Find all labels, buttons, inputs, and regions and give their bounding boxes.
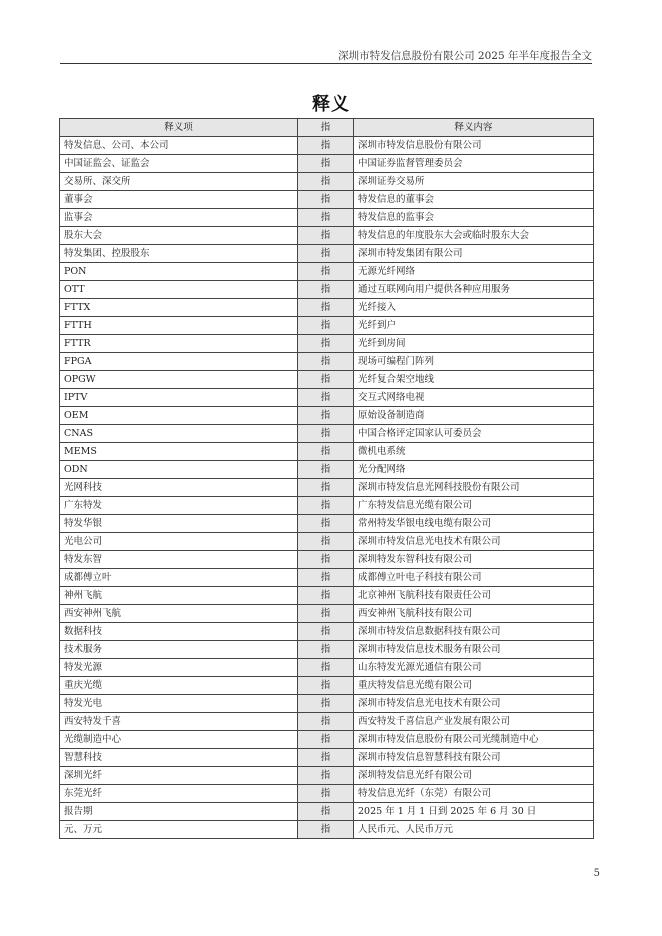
definition-cell: 特发信息的监事会 bbox=[354, 209, 594, 227]
definition-cell: 深圳市特发信息技术服务有限公司 bbox=[354, 641, 594, 659]
table-row bbox=[60, 443, 594, 461]
ref-cell: 指 bbox=[298, 551, 354, 569]
definition-cell: 中国合格评定国家认可委员会 bbox=[354, 425, 594, 443]
definitions-table bbox=[59, 118, 594, 839]
definition-cell: 西安神州飞航科技有限公司 bbox=[354, 605, 594, 623]
term-cell: 重庆光缆 bbox=[60, 677, 298, 695]
ref-cell: 指 bbox=[298, 677, 354, 695]
term-cell: 特发信息、公司、本公司 bbox=[60, 137, 298, 155]
definition-cell: 深圳特发东智科技有限公司 bbox=[354, 551, 594, 569]
definition-cell: 西安特发千喜信息产业发展有限公司 bbox=[354, 713, 594, 731]
table-body bbox=[60, 137, 594, 839]
term-cell: OTT bbox=[60, 281, 298, 299]
definition-cell: 成都傅立叶电子科技有限公司 bbox=[354, 569, 594, 587]
term-cell: 特发光源 bbox=[60, 659, 298, 677]
term-cell: 神州飞航 bbox=[60, 587, 298, 605]
ref-cell: 指 bbox=[298, 281, 354, 299]
definition-cell: 深圳市特发信息光电技术有限公司 bbox=[354, 695, 594, 713]
table-row bbox=[60, 641, 594, 659]
ref-cell: 指 bbox=[298, 785, 354, 803]
definition-cell: 深圳市特发信息智慧科技有限公司 bbox=[354, 749, 594, 767]
table-header-row bbox=[60, 119, 594, 137]
ref-cell: 指 bbox=[298, 749, 354, 767]
definition-cell: 深圳市特发信息数据科技有限公司 bbox=[354, 623, 594, 641]
table-row bbox=[60, 335, 594, 353]
table-row bbox=[60, 155, 594, 173]
page-number: 5 bbox=[593, 868, 600, 879]
table-row bbox=[60, 803, 594, 821]
running-header: 深圳市特发信息股份有限公司 2025 年半年度报告全文 bbox=[338, 50, 592, 62]
term-cell: 光电公司 bbox=[60, 533, 298, 551]
table-row bbox=[60, 461, 594, 479]
term-cell: 深圳光纤 bbox=[60, 767, 298, 785]
definition-cell: 常州特发华银电线电缆有限公司 bbox=[354, 515, 594, 533]
table-row bbox=[60, 209, 594, 227]
definition-cell: 深圳市特发信息股份有限公司 bbox=[354, 137, 594, 155]
table-row bbox=[60, 407, 594, 425]
ref-cell: 指 bbox=[298, 461, 354, 479]
term-cell: 技术服务 bbox=[60, 641, 298, 659]
table-row bbox=[60, 533, 594, 551]
definition-cell: 无源光纤网络 bbox=[354, 263, 594, 281]
table-row bbox=[60, 371, 594, 389]
table-row bbox=[60, 263, 594, 281]
column-header-definition: 释义内容 bbox=[354, 119, 594, 137]
term-cell: 元、万元 bbox=[60, 821, 298, 839]
definition-cell: 原始设备制造商 bbox=[354, 407, 594, 425]
definition-cell: 特发信息的年度股东大会或临时股东大会 bbox=[354, 227, 594, 245]
ref-cell: 指 bbox=[298, 425, 354, 443]
column-header-ref: 指 bbox=[298, 119, 354, 137]
definition-cell: 山东特发光源光通信有限公司 bbox=[354, 659, 594, 677]
table-row bbox=[60, 425, 594, 443]
table-row bbox=[60, 551, 594, 569]
table-row bbox=[60, 191, 594, 209]
term-cell: FTTX bbox=[60, 299, 298, 317]
term-cell: 成都傅立叶 bbox=[60, 569, 298, 587]
ref-cell: 指 bbox=[298, 641, 354, 659]
term-cell: 光网科技 bbox=[60, 479, 298, 497]
table-row bbox=[60, 353, 594, 371]
term-cell: 董事会 bbox=[60, 191, 298, 209]
ref-cell: 指 bbox=[298, 137, 354, 155]
table-row bbox=[60, 299, 594, 317]
definition-cell: 深圳特发信息光纤有限公司 bbox=[354, 767, 594, 785]
table-row bbox=[60, 713, 594, 731]
term-cell: OPGW bbox=[60, 371, 298, 389]
table-row bbox=[60, 569, 594, 587]
table-row bbox=[60, 785, 594, 803]
ref-cell: 指 bbox=[298, 335, 354, 353]
definition-cell: 中国证券监督管理委员会 bbox=[354, 155, 594, 173]
table-row bbox=[60, 677, 594, 695]
ref-cell: 指 bbox=[298, 605, 354, 623]
definition-cell: 现场可编程门阵列 bbox=[354, 353, 594, 371]
term-cell: 智慧科技 bbox=[60, 749, 298, 767]
definition-cell: 微机电系统 bbox=[354, 443, 594, 461]
ref-cell: 指 bbox=[298, 569, 354, 587]
term-cell: MEMS bbox=[60, 443, 298, 461]
term-cell: FPGA bbox=[60, 353, 298, 371]
table-row bbox=[60, 227, 594, 245]
definition-cell: 光纤接入 bbox=[354, 299, 594, 317]
term-cell: ODN bbox=[60, 461, 298, 479]
definition-cell: 深圳市特发信息股份有限公司光缆制造中心 bbox=[354, 731, 594, 749]
table-row bbox=[60, 281, 594, 299]
definition-cell: 交互式网络电视 bbox=[354, 389, 594, 407]
term-cell: 特发集团、控股股东 bbox=[60, 245, 298, 263]
term-cell: 东莞光纤 bbox=[60, 785, 298, 803]
header-rule bbox=[60, 63, 592, 64]
ref-cell: 指 bbox=[298, 821, 354, 839]
term-cell: 中国证监会、证监会 bbox=[60, 155, 298, 173]
term-cell: 股东大会 bbox=[60, 227, 298, 245]
definition-cell: 光纤到户 bbox=[354, 317, 594, 335]
ref-cell: 指 bbox=[298, 803, 354, 821]
ref-cell: 指 bbox=[298, 713, 354, 731]
table-row bbox=[60, 659, 594, 677]
definition-cell: 深圳市特发集团有限公司 bbox=[354, 245, 594, 263]
ref-cell: 指 bbox=[298, 389, 354, 407]
term-cell: 特发光电 bbox=[60, 695, 298, 713]
page-title: 释义 bbox=[312, 94, 350, 115]
definition-cell: 特发信息光纤（东莞）有限公司 bbox=[354, 785, 594, 803]
ref-cell: 指 bbox=[298, 407, 354, 425]
table-row bbox=[60, 515, 594, 533]
definition-cell: 北京神州飞航科技有限责任公司 bbox=[354, 587, 594, 605]
ref-cell: 指 bbox=[298, 371, 354, 389]
term-cell: 报告期 bbox=[60, 803, 298, 821]
ref-cell: 指 bbox=[298, 497, 354, 515]
table-row bbox=[60, 605, 594, 623]
term-cell: OEM bbox=[60, 407, 298, 425]
term-cell: IPTV bbox=[60, 389, 298, 407]
definition-cell: 光分配网络 bbox=[354, 461, 594, 479]
table-row bbox=[60, 767, 594, 785]
ref-cell: 指 bbox=[298, 479, 354, 497]
term-cell: PON bbox=[60, 263, 298, 281]
table-row bbox=[60, 731, 594, 749]
ref-cell: 指 bbox=[298, 299, 354, 317]
term-cell: 数据科技 bbox=[60, 623, 298, 641]
ref-cell: 指 bbox=[298, 263, 354, 281]
ref-cell: 指 bbox=[298, 317, 354, 335]
ref-cell: 指 bbox=[298, 209, 354, 227]
ref-cell: 指 bbox=[298, 353, 354, 371]
definition-cell: 2025 年 1 月 1 日到 2025 年 6 月 30 日 bbox=[354, 803, 594, 821]
table-row bbox=[60, 389, 594, 407]
table-row bbox=[60, 245, 594, 263]
definition-cell: 重庆特发信息光缆有限公司 bbox=[354, 677, 594, 695]
definition-cell: 光纤复合架空地线 bbox=[354, 371, 594, 389]
term-cell: 西安神州飞航 bbox=[60, 605, 298, 623]
term-cell: FTTR bbox=[60, 335, 298, 353]
column-header-term: 释义项 bbox=[60, 119, 298, 137]
definition-cell: 通过互联网向用户提供各种应用服务 bbox=[354, 281, 594, 299]
term-cell: 特发东智 bbox=[60, 551, 298, 569]
table-row bbox=[60, 749, 594, 767]
term-cell: CNAS bbox=[60, 425, 298, 443]
definition-cell: 深圳证券交易所 bbox=[354, 173, 594, 191]
ref-cell: 指 bbox=[298, 443, 354, 461]
term-cell: 交易所、深交所 bbox=[60, 173, 298, 191]
definition-cell: 广东特发信息光缆有限公司 bbox=[354, 497, 594, 515]
term-cell: 光缆制造中心 bbox=[60, 731, 298, 749]
ref-cell: 指 bbox=[298, 587, 354, 605]
definition-cell: 深圳市特发信息光网科技股份有限公司 bbox=[354, 479, 594, 497]
ref-cell: 指 bbox=[298, 227, 354, 245]
table-row bbox=[60, 137, 594, 155]
ref-cell: 指 bbox=[298, 659, 354, 677]
ref-cell: 指 bbox=[298, 245, 354, 263]
term-cell: 广东特发 bbox=[60, 497, 298, 515]
definition-cell: 深圳市特发信息光电技术有限公司 bbox=[354, 533, 594, 551]
ref-cell: 指 bbox=[298, 155, 354, 173]
definition-cell: 人民币元、人民币万元 bbox=[354, 821, 594, 839]
table-row bbox=[60, 695, 594, 713]
table-row bbox=[60, 623, 594, 641]
term-cell: FTTH bbox=[60, 317, 298, 335]
table-row bbox=[60, 479, 594, 497]
table-row bbox=[60, 173, 594, 191]
table-row bbox=[60, 317, 594, 335]
definition-cell: 光纤到房间 bbox=[354, 335, 594, 353]
ref-cell: 指 bbox=[298, 173, 354, 191]
ref-cell: 指 bbox=[298, 515, 354, 533]
term-cell: 西安特发千喜 bbox=[60, 713, 298, 731]
term-cell: 特发华银 bbox=[60, 515, 298, 533]
ref-cell: 指 bbox=[298, 695, 354, 713]
ref-cell: 指 bbox=[298, 767, 354, 785]
ref-cell: 指 bbox=[298, 731, 354, 749]
table-row bbox=[60, 587, 594, 605]
table-row bbox=[60, 497, 594, 515]
ref-cell: 指 bbox=[298, 533, 354, 551]
definition-cell: 特发信息的董事会 bbox=[354, 191, 594, 209]
ref-cell: 指 bbox=[298, 623, 354, 641]
ref-cell: 指 bbox=[298, 191, 354, 209]
table-row bbox=[60, 821, 594, 839]
term-cell: 监事会 bbox=[60, 209, 298, 227]
